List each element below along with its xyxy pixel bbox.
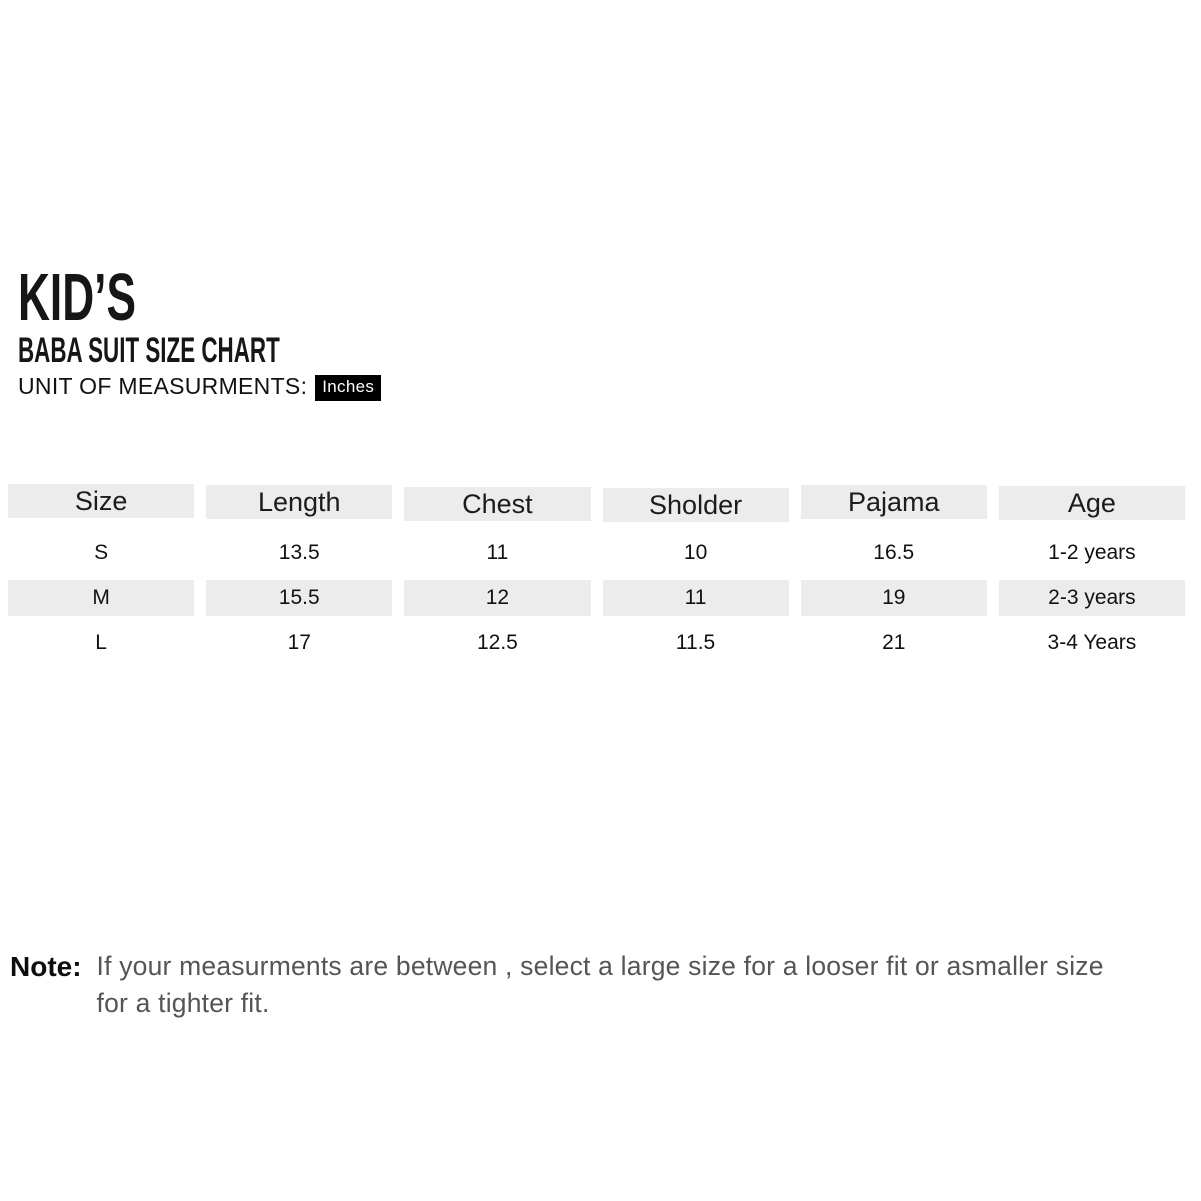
table-cell: 3-4 Years — [1047, 631, 1137, 654]
page-title: KID’S — [18, 260, 136, 335]
note — [10, 948, 1104, 1022]
note-line-1: If your measurments are between , select a large size for a looser fit or asmaller size — [96, 951, 1104, 981]
table-row-l — [8, 625, 1185, 661]
unit-label: UNIT OF MEASURMENTS: — [18, 372, 308, 399]
size-table-header — [8, 484, 1185, 518]
column-header-pajama: Pajama — [801, 485, 987, 519]
table-cell: 17 — [287, 631, 311, 654]
column-header-chest: Chest — [404, 487, 590, 521]
column-header-sholder: Sholder — [603, 488, 789, 522]
table-cell: 11 — [486, 541, 509, 564]
table-cell: 1-2 years — [1048, 541, 1136, 564]
table-cell: 2-3 years — [999, 580, 1185, 616]
table-cell: 19 — [801, 580, 987, 616]
table-cell: 15.5 — [206, 580, 392, 616]
table-cell: 11 — [603, 580, 789, 616]
note-label: Note: — [10, 951, 82, 982]
column-header-age: Age — [999, 486, 1185, 520]
header-block — [18, 260, 427, 401]
size-table-body — [8, 535, 1185, 661]
column-header-length: Length — [206, 485, 392, 519]
table-cell: 12 — [404, 580, 590, 616]
table-cell: S — [94, 541, 109, 564]
note-line-2: for a tighter fit. — [96, 988, 270, 1019]
table-row-m — [8, 580, 1185, 616]
page-subtitle: BABA SUIT SIZE CHART — [18, 330, 280, 370]
table-cell: 21 — [882, 631, 906, 654]
size-table — [8, 484, 1185, 661]
table-cell: 13.5 — [278, 541, 320, 564]
unit-line — [18, 373, 427, 401]
table-cell: 11.5 — [675, 631, 716, 654]
table-row-s — [8, 535, 1185, 571]
table-cell: 16.5 — [873, 541, 915, 564]
table-cell: 10 — [683, 541, 708, 564]
note-text — [97, 948, 1104, 1022]
unit-badge: Inches — [315, 375, 381, 401]
table-cell: L — [95, 631, 107, 654]
table-cell: 12.5 — [476, 631, 518, 654]
column-header-size: Size — [8, 484, 194, 518]
table-cell: M — [8, 580, 194, 616]
